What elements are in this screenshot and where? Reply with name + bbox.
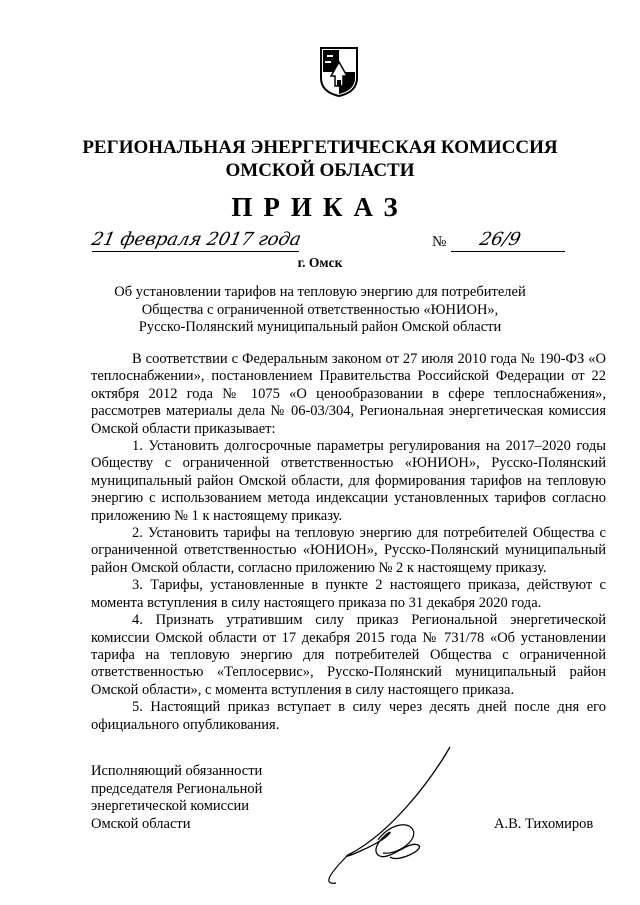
position-line: Исполняющий обязанности — [91, 763, 263, 779]
clause-paragraph: 5. Настоящий приказ вступает в силу через десять дней после дня его официального опубликования. — [91, 699, 606, 733]
number-label: № — [432, 234, 447, 250]
subject-line: Русско-Полянский муниципальный район Омской области — [138, 319, 502, 335]
position-line: Омской области — [91, 815, 191, 832]
subject-line: Об установлении тарифов на тепловую энергию для потребителей — [114, 284, 526, 300]
org-name-line2: ОМСКОЙ ОБЛАСТИ — [225, 160, 415, 181]
subject-line: Общества с ограниченной ответственностью «ЮНИОН», — [141, 301, 499, 318]
order-body — [91, 351, 606, 734]
order-date: 21 февраля 2017 года — [89, 229, 304, 250]
org-name-line1: РЕГИОНАЛЬНАЯ ЭНЕРГЕТИЧЕСКАЯ КОМИССИЯ — [82, 137, 558, 158]
order-subject — [100, 284, 540, 337]
clause-paragraph: 2. Установить тарифы на тепловую энергию для потребителей Общества с ограниченной ответственностью «ЮНИОН», Русско-Полянский муниципальный район Омской области, согласно приложению № 2 к настоящему приказу. — [91, 525, 606, 576]
signatory-name: А.В. Тихомиров — [494, 816, 594, 832]
clause-paragraph: 1. Установить долгосрочные параметры регулирования на 2017–2020 годы Обществу с ограниченной ответственностью «ЮНИОН», Русско-Полянский муниципальный район Омской области, для формирования тарифов на тепловую энергию с использованием метода индексации установленных тарифов согласно приложению № 1 к настоящему приказу. — [91, 438, 606, 524]
city-label: г. Омск — [297, 255, 343, 270]
position-line: председателя Региональной — [91, 780, 263, 797]
preamble-paragraph: В соответствии с Федеральным законом от 27 июля 2010 года № 190-ФЗ «О теплоснабжении», постановлением Правительства Российской Федерации от 22 октября 2012 года № 1075 «О ценообразовании в сфере теплоснабжения», рассмотрев материалы дела № 06-03/304, Региональная энергетическая комиссия Омской области приказывает: — [91, 351, 606, 437]
order-number: 26/9 — [477, 229, 523, 250]
position-line: энергетической комиссии — [91, 798, 250, 814]
handwritten-signature — [318, 745, 488, 895]
date-underline — [92, 251, 299, 252]
coat-of-arms-icon — [319, 46, 359, 98]
clause-paragraph: 4. Признать утратившим силу приказ Региональной энергетической комиссии Омской области от 17 декабря 2015 года № 731/78 «Об установлении тарифа на тепловую энергию для потребителей Общества с ограниченной ответственностью «Теплосервис», Русско-Полянский муниципальный район Омской области», с момента вступления в силу настоящего приказа. — [91, 612, 606, 698]
number-underline — [451, 251, 565, 252]
document-type-title: ПРИКАЗ — [231, 192, 409, 222]
signatory-position — [91, 763, 262, 833]
clause-paragraph: 3. Тарифы, установленные в пункте 2 настоящего приказа, действуют с момента вступления в силу настоящего приказа по 31 декабря 2020 года. — [91, 577, 606, 611]
